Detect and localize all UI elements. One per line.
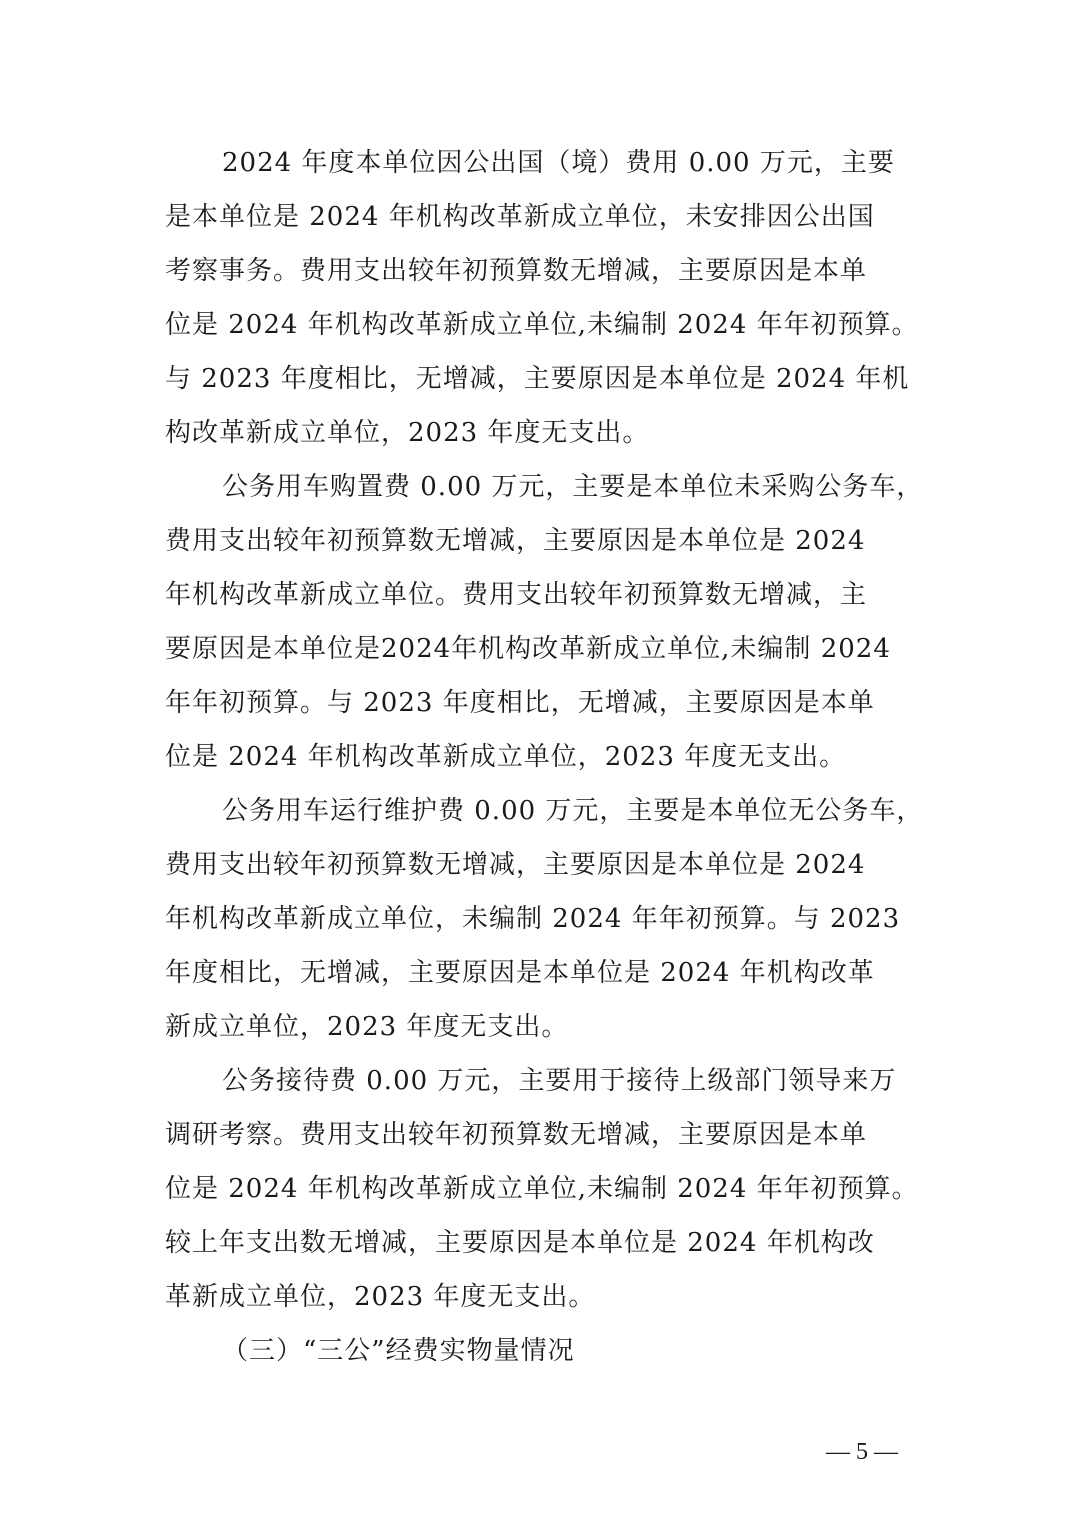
page-number: — 5 — bbox=[826, 1439, 898, 1465]
paragraph-line: 公务用车运行维护费 0.00 万元，主要是本单位无公务车， bbox=[222, 796, 924, 826]
paragraph-line: 费用支出较年初预算数无增减，主要原因是本单位是 2024 bbox=[165, 850, 866, 880]
paragraph-line: 位是 2024 年机构改革新成立单位，2023 年度无支出。 bbox=[165, 742, 847, 772]
paragraph-line: 位是 2024 年机构改革新成立单位,未编制 2024 年年初预算。 bbox=[165, 1174, 919, 1204]
paragraph-line: 公务用车购置费 0.00 万元，主要是本单位未采购公务车， bbox=[222, 472, 924, 502]
paragraph-line: 是本单位是 2024 年机构改革新成立单位，未安排因公出国 bbox=[165, 202, 875, 232]
paragraph-line: 要原因是本单位是2024年机构改革新成立单位,未编制 2024 bbox=[165, 634, 891, 664]
section-heading: （三）“三公”经费实物量情况 bbox=[222, 1336, 575, 1366]
paragraph-line: 调研考察。费用支出较年初预算数无增减，主要原因是本单 bbox=[165, 1120, 868, 1150]
paragraph-line: 位是 2024 年机构改革新成立单位,未编制 2024 年年初预算。 bbox=[165, 310, 919, 340]
paragraph-line: 较上年支出数无增减，主要原因是本单位是 2024 年机构改 bbox=[165, 1228, 875, 1258]
paragraph-line: 考察事务。费用支出较年初预算数无增减，主要原因是本单 bbox=[165, 256, 868, 286]
paragraph-line: 年度相比，无增减，主要原因是本单位是 2024 年机构改革 bbox=[165, 958, 875, 988]
paragraph-line: 年机构改革新成立单位。费用支出较年初预算数无增减，主 bbox=[165, 580, 868, 610]
paragraph-line: 与 2023 年度相比，无增减，主要原因是本单位是 2024 年机 bbox=[165, 364, 910, 394]
paragraph-line: 年年初预算。与 2023 年度相比，无增减，主要原因是本单 bbox=[165, 688, 875, 718]
paragraph-line: 年机构改革新成立单位，未编制 2024 年年初预算。与 2023 bbox=[165, 904, 901, 934]
paragraph-line: 构改革新成立单位，2023 年度无支出。 bbox=[165, 418, 650, 448]
paragraph-line: 革新成立单位，2023 年度无支出。 bbox=[165, 1282, 596, 1312]
paragraph-line: 费用支出较年初预算数无增减，主要原因是本单位是 2024 bbox=[165, 526, 866, 556]
paragraph-line: 2024 年度本单位因公出国（境）费用 0.00 万元，主要 bbox=[222, 148, 895, 178]
paragraph-line: 公务接待费 0.00 万元，主要用于接待上级部门领导来万 bbox=[222, 1066, 897, 1096]
paragraph-line: 新成立单位，2023 年度无支出。 bbox=[165, 1012, 569, 1042]
